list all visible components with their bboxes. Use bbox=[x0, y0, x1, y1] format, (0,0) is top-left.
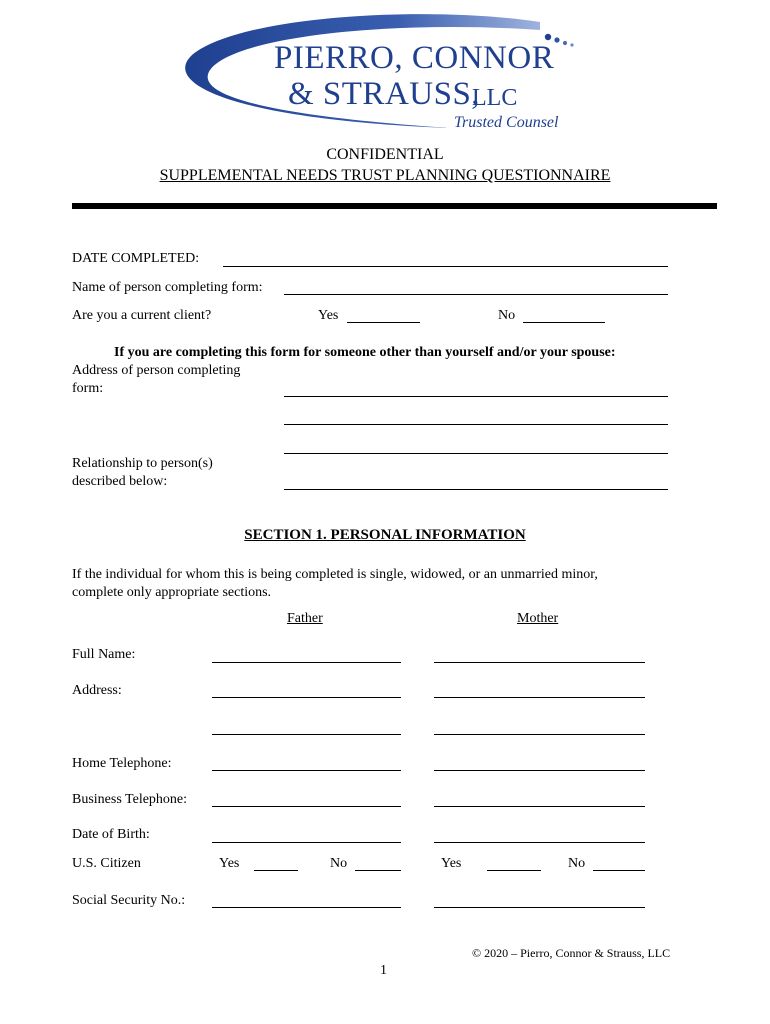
column-header-mother: Mother bbox=[517, 611, 559, 626]
father-business-telephone-field[interactable] bbox=[212, 806, 401, 807]
father-address-field-1[interactable] bbox=[212, 697, 401, 698]
mother-full-name-field[interactable] bbox=[434, 662, 645, 663]
mother-business-telephone-field[interactable] bbox=[434, 806, 645, 807]
section-1-heading: SECTION 1. PERSONAL INFORMATION bbox=[244, 527, 526, 543]
column-header-father: Father bbox=[287, 611, 323, 626]
father-citizen-yes-label: Yes bbox=[219, 856, 240, 871]
father-date-of-birth-field[interactable] bbox=[212, 842, 401, 843]
section-1-instructions-line2: complete only appropriate sections. bbox=[72, 585, 272, 600]
date-completed-field[interactable] bbox=[223, 266, 668, 267]
full-name-label: Full Name: bbox=[72, 647, 136, 662]
date-of-birth-label: Date of Birth: bbox=[72, 827, 150, 842]
father-address-field-2[interactable] bbox=[212, 734, 401, 735]
address-completing-field-2[interactable] bbox=[284, 424, 668, 425]
confidential-label: CONFIDENTIAL bbox=[326, 146, 444, 163]
other-person-notice: If you are completing this form for someone other than yourself and/or your spouse: bbox=[114, 345, 616, 360]
mother-citizen-no-field[interactable] bbox=[593, 870, 645, 871]
date-completed-label: DATE COMPLETED: bbox=[72, 251, 200, 266]
mother-date-of-birth-field[interactable] bbox=[434, 842, 645, 843]
section-1-instructions-line1: If the individual for whom this is being completed is single, widowed, or an unmarried minor, bbox=[72, 567, 598, 582]
father-full-name-field[interactable] bbox=[212, 662, 401, 663]
home-telephone-label: Home Telephone: bbox=[72, 756, 172, 771]
logo-tagline: Trusted Counsel bbox=[454, 114, 559, 131]
relationship-label-line1: Relationship to person(s) bbox=[72, 456, 213, 471]
address-completing-label-line2: form: bbox=[72, 381, 104, 396]
relationship-field[interactable] bbox=[284, 489, 668, 490]
current-client-no-field[interactable] bbox=[523, 322, 605, 323]
ssn-label: Social Security No.: bbox=[72, 893, 186, 908]
logo-line-1: PIERRO, CONNOR bbox=[274, 40, 555, 76]
us-citizen-label: U.S. Citizen bbox=[72, 856, 141, 871]
mother-ssn-field[interactable] bbox=[434, 907, 645, 908]
father-citizen-no-label: No bbox=[330, 856, 348, 871]
father-home-telephone-field[interactable] bbox=[212, 770, 401, 771]
current-client-no-label: No bbox=[498, 308, 516, 323]
mother-home-telephone-field[interactable] bbox=[434, 770, 645, 771]
mother-address-field-2[interactable] bbox=[434, 734, 645, 735]
father-citizen-no-field[interactable] bbox=[355, 870, 401, 871]
current-client-yes-field[interactable] bbox=[347, 322, 420, 323]
father-ssn-field[interactable] bbox=[212, 907, 401, 908]
current-client-label: Are you a current client? bbox=[72, 308, 212, 323]
address-completing-label-line1: Address of person completing bbox=[72, 363, 241, 378]
page-number: 1 bbox=[380, 963, 387, 978]
page-title: SUPPLEMENTAL NEEDS TRUST PLANNING QUESTIONNAIRE bbox=[159, 167, 611, 184]
name-completing-label: Name of person completing form: bbox=[72, 280, 263, 295]
father-citizen-yes-field[interactable] bbox=[254, 870, 298, 871]
name-completing-field[interactable] bbox=[284, 294, 668, 295]
address-label: Address: bbox=[72, 683, 122, 698]
mother-citizen-yes-field[interactable] bbox=[487, 870, 541, 871]
logo-llc: LLC bbox=[472, 85, 518, 111]
mother-citizen-yes-label: Yes bbox=[441, 856, 462, 871]
firm-logo bbox=[180, 10, 600, 135]
current-client-yes-label: Yes bbox=[318, 308, 339, 323]
footer-copyright: © 2020 – Pierro, Connor & Strauss, LLC bbox=[472, 946, 671, 960]
mother-address-field-1[interactable] bbox=[434, 697, 645, 698]
address-completing-field-3[interactable] bbox=[284, 453, 668, 454]
address-completing-field-1[interactable] bbox=[284, 396, 668, 397]
header-divider bbox=[72, 203, 717, 209]
relationship-label-line2: described below: bbox=[72, 474, 168, 489]
mother-citizen-no-label: No bbox=[568, 856, 586, 871]
logo-line-2: & STRAUSS, bbox=[288, 76, 481, 112]
business-telephone-label: Business Telephone: bbox=[72, 792, 188, 807]
